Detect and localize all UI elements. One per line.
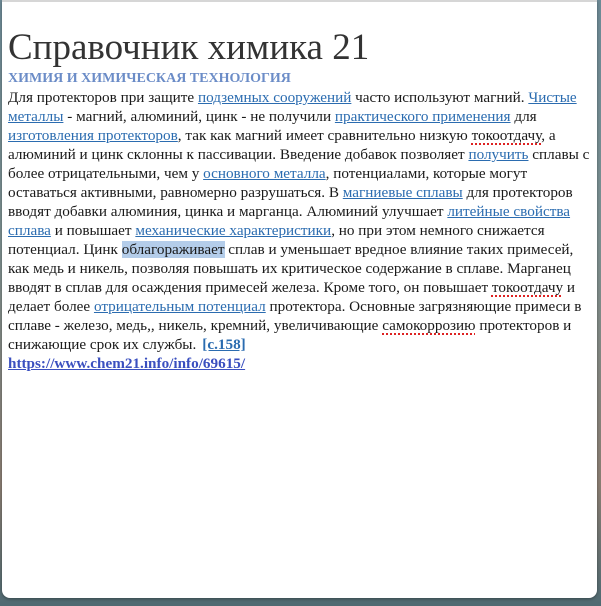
link-magnesium-alloys[interactable]: магниевые сплавы	[342, 184, 463, 201]
text-segment: часто используют магний.	[351, 89, 529, 106]
link-underground-structures[interactable]: подземных сооружений	[197, 89, 352, 106]
spellcheck-word: токоотдачу	[471, 127, 542, 144]
link-base-metal[interactable]: основного металла	[203, 165, 326, 182]
link-obtain[interactable]: получить	[468, 146, 529, 163]
link-casting-properties[interactable]: литейные свойства сплава	[8, 203, 571, 239]
text-segment: и повышает	[50, 222, 136, 239]
selected-text[interactable]: облагораживает	[121, 241, 225, 258]
text-segment: для	[510, 108, 537, 125]
page-content	[8, 26, 592, 373]
link-mechanical-characteristics[interactable]: механические характеристики	[135, 222, 332, 239]
text-segment: протектора. Основные загрязняющие примеси в сплаве - железо, медь,, никель, кремний, увеличивающие	[8, 298, 582, 334]
browser-window	[2, 0, 597, 598]
article-paragraph	[8, 88, 592, 354]
text-segment: сплавы с более отрицательными, чем у	[8, 146, 590, 182]
text-segment: - магний, алюминий, цинк - не получили	[63, 108, 335, 125]
text-segment: , но при этом немного снижается потенциал. Цинк	[8, 222, 545, 258]
text-segment: сплав и уменьшает вредное влияние таких примесей, как медь и никель, позволяя повышать их критическое содержание в сплаве. Марганец вводят в сплав для осаждения примесей железа. Кроме того, он повышает	[8, 241, 574, 296]
link-protector-manufacturing[interactable]: изготовления протекторов	[8, 127, 178, 144]
link-practical-application[interactable]: практического применения	[334, 108, 511, 125]
text-segment: и делает более	[8, 279, 576, 315]
text-segment: , потенциалами, которые могут оставаться активными, равномерно разрушаться. В	[8, 165, 528, 201]
text-segment: протекторов и снижающие срок их службы.	[8, 317, 572, 353]
spellcheck-word: токоотдачу	[491, 279, 564, 296]
link-negative-potential[interactable]: отрицательным потенциал	[93, 298, 266, 315]
spellcheck-word: самокоррозию	[382, 317, 476, 334]
text-segment: для протекторов вводят добавки алюминия, цинка и марганца. Алюминий улучшает	[8, 184, 573, 220]
text-segment: , а алюминий и цинк склонны к пассивации. Введение добавок позволяет	[8, 127, 556, 163]
text-segment: Для протекторов при защите	[8, 89, 198, 106]
page-title: Справочник химика 21	[8, 27, 370, 68]
link-pure-metals[interactable]: Чистые металлы	[8, 89, 577, 125]
text-segment: , так как магний имеет сравнительно низкую	[177, 127, 472, 144]
source-url-link[interactable]: https://www.chem21.info/info/69615/	[8, 355, 246, 372]
site-subtitle: ХИМИЯ И ХИМИЧЕСКАЯ ТЕХНОЛОГИЯ	[8, 71, 291, 86]
page-reference-link[interactable]: [с.158]	[202, 336, 246, 353]
